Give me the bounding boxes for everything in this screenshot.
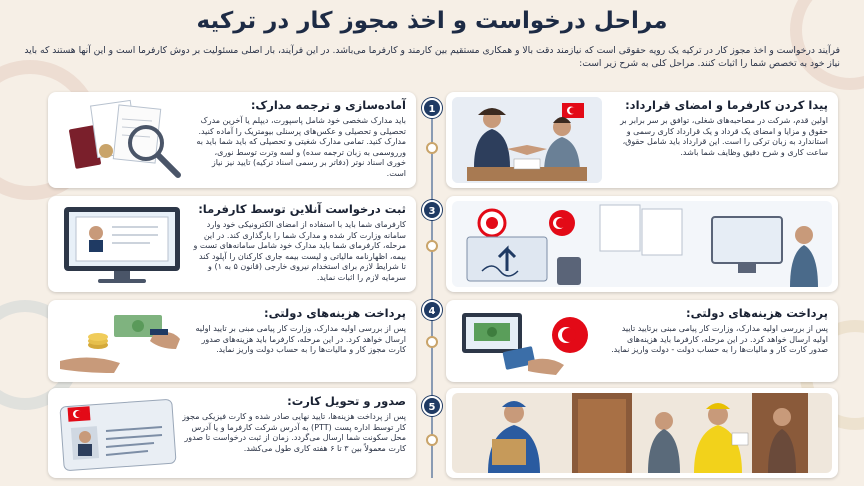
card-text: اولین قدم، شرکت در مصاحبه‌های شغلی، توافق بر سر برابر بر حقوق و مزایا و امضای یک قرداد و یک قرارداد کاری رسمی و استاندارد به زبان ترکی را است. این قرارداد باید شامل حقوق، ساعت کاری و شرح دقیق وظایف شما باشد. bbox=[620, 116, 828, 157]
card-title: پرداخت هزینه‌های دولتی: bbox=[685, 306, 828, 320]
card-title: آماده‌سازی و ترجمه مدارک: bbox=[250, 98, 406, 112]
timeline-dot bbox=[426, 240, 438, 252]
timeline-dot bbox=[426, 434, 438, 446]
handshake-icon bbox=[452, 97, 602, 183]
step-number-badge: 3 bbox=[422, 200, 442, 220]
step-number-badge: 4 bbox=[422, 300, 442, 320]
timeline-dot bbox=[426, 336, 438, 348]
step-card-issue-card bbox=[48, 388, 416, 478]
card-payment-illustration bbox=[452, 305, 602, 377]
card-text: کارفرمای شما باید با استفاده از امضای الکترونیکی خود وارد سامانه وزارت کار شده و مدارک شما را بارگذاری کند. در این مرحله، کارفرمای شما باید مدارک خود شامل سامانه‌های تست و بیمه، اظهارنامه مالیاتی و لیست بیمه جاری کارکنان را آپلود کند تا شرایط لازم برای استخدام نیروی خارجی (قانون ۵ به ۱) و سرمایه لازم را اثبات نماید. bbox=[193, 220, 406, 282]
card-title: صدور و تحویل کارت: bbox=[287, 394, 406, 408]
coins-hand-icon bbox=[54, 305, 184, 377]
card-payment-icon bbox=[452, 305, 602, 377]
documents-magnifier-illustration bbox=[54, 97, 194, 183]
courier-icon bbox=[452, 393, 832, 473]
step-number-badge: 5 bbox=[422, 396, 442, 416]
online-signing-icon bbox=[452, 201, 832, 287]
intro-paragraph: فرآیند درخواست و اخذ مجوز کار در ترکیه یک رویه حقوقی است که نیازمند دقت بالا و همکاری مستقیم بین کارمند و کارفرما می‌باشد. در این فرآیند، بار اصلی مسئولیت بر دوش کارفرما است و این آنها هستند که باید نیاز خود به تخصص شما را اثبات کنند. مراحل کلی به شرح زیر است: bbox=[24, 45, 840, 69]
online-application-illustration bbox=[54, 201, 190, 287]
step-card-prepare-documents bbox=[48, 92, 416, 188]
magnifier-documents-icon bbox=[54, 97, 194, 183]
handshake-contract-illustration bbox=[452, 97, 602, 183]
card-text: باید مدارک شخصی خود شامل پاسپورت، دیپلم یا آخرین مدرک تحصیلی و تحصیلی و عکس‌های پرسنلی بیومتریک را آماده کنید. مدارک کنید. تمامی مدارک شغیتی و تحصیلی که باید شما باید به ورروسمی به زبان ترجمه سده) و لسه وترت توسط نوری، خوری اسناد نوتر (دفاتر بر رسمی اسناد ترکیه) تایید نیز نیاز است. bbox=[196, 116, 406, 178]
card-text: پس از پرداخت هزینه‌ها، تایید نهایی صادر شده و کارت فیزیکی مجوز کار توسط اداره پست (PTT) به آدرس شرکت کارفرما و یا آدرس محل سکونت شما ارسال می‌گردد. زمان از ثبت درخواست تا صدور کارت معمولاً بین ۳ تا ۶ هفته کاری طول می‌کشد. bbox=[182, 412, 406, 453]
step-number-badge: 1 bbox=[422, 98, 442, 118]
step-card-government-fees-right bbox=[446, 300, 838, 382]
courier-delivery-illustration bbox=[452, 393, 832, 473]
timeline-dot bbox=[426, 142, 438, 154]
coins-payment-illustration bbox=[54, 305, 184, 377]
card-text: پس از بررسی اولیه مدارک، وزارت کار پیامی مبنی بر تایید اولیه ارسال خواهد کرد. در این مرحله، کارفرما باید هزینه‌های صدور کارت مجوز کار و مالیات‌ها را به حساب دولت واریز نماید. bbox=[195, 324, 406, 355]
card-text: پس از بررسی اولیه مدارک، وزارت کار پیامی مبنی برتایید تایید اولیه ارسال خواهد کرد. در این مرحله، کارفرما باید هزینه‌های صدور کارت کار و مالیات‌ها را به حساب دولت - دولت واریز نماید. bbox=[611, 324, 828, 355]
step-card-e-signature-illustration bbox=[446, 196, 838, 292]
id-card-icon bbox=[54, 393, 182, 473]
work-permit-card-illustration bbox=[54, 393, 182, 473]
step-card-government-fees-left bbox=[48, 300, 416, 382]
e-signature-illustration bbox=[452, 201, 832, 287]
step-card-find-employer bbox=[446, 92, 838, 188]
card-title: پیدا کردن کارفرما و امضای قرارداد: bbox=[625, 98, 828, 112]
step-card-online-application bbox=[48, 196, 416, 292]
card-title: پرداخت هزینه‌های دولتی: bbox=[263, 306, 406, 320]
page-title: مراحل درخواست و اخذ مجوز کار در ترکیه bbox=[196, 8, 668, 34]
step-card-courier-illustration bbox=[446, 388, 838, 478]
timeline-line bbox=[431, 100, 433, 478]
computer-application-icon bbox=[54, 201, 190, 287]
card-title: ثبت درخواست آنلاین توسط کارفرما: bbox=[198, 202, 406, 216]
